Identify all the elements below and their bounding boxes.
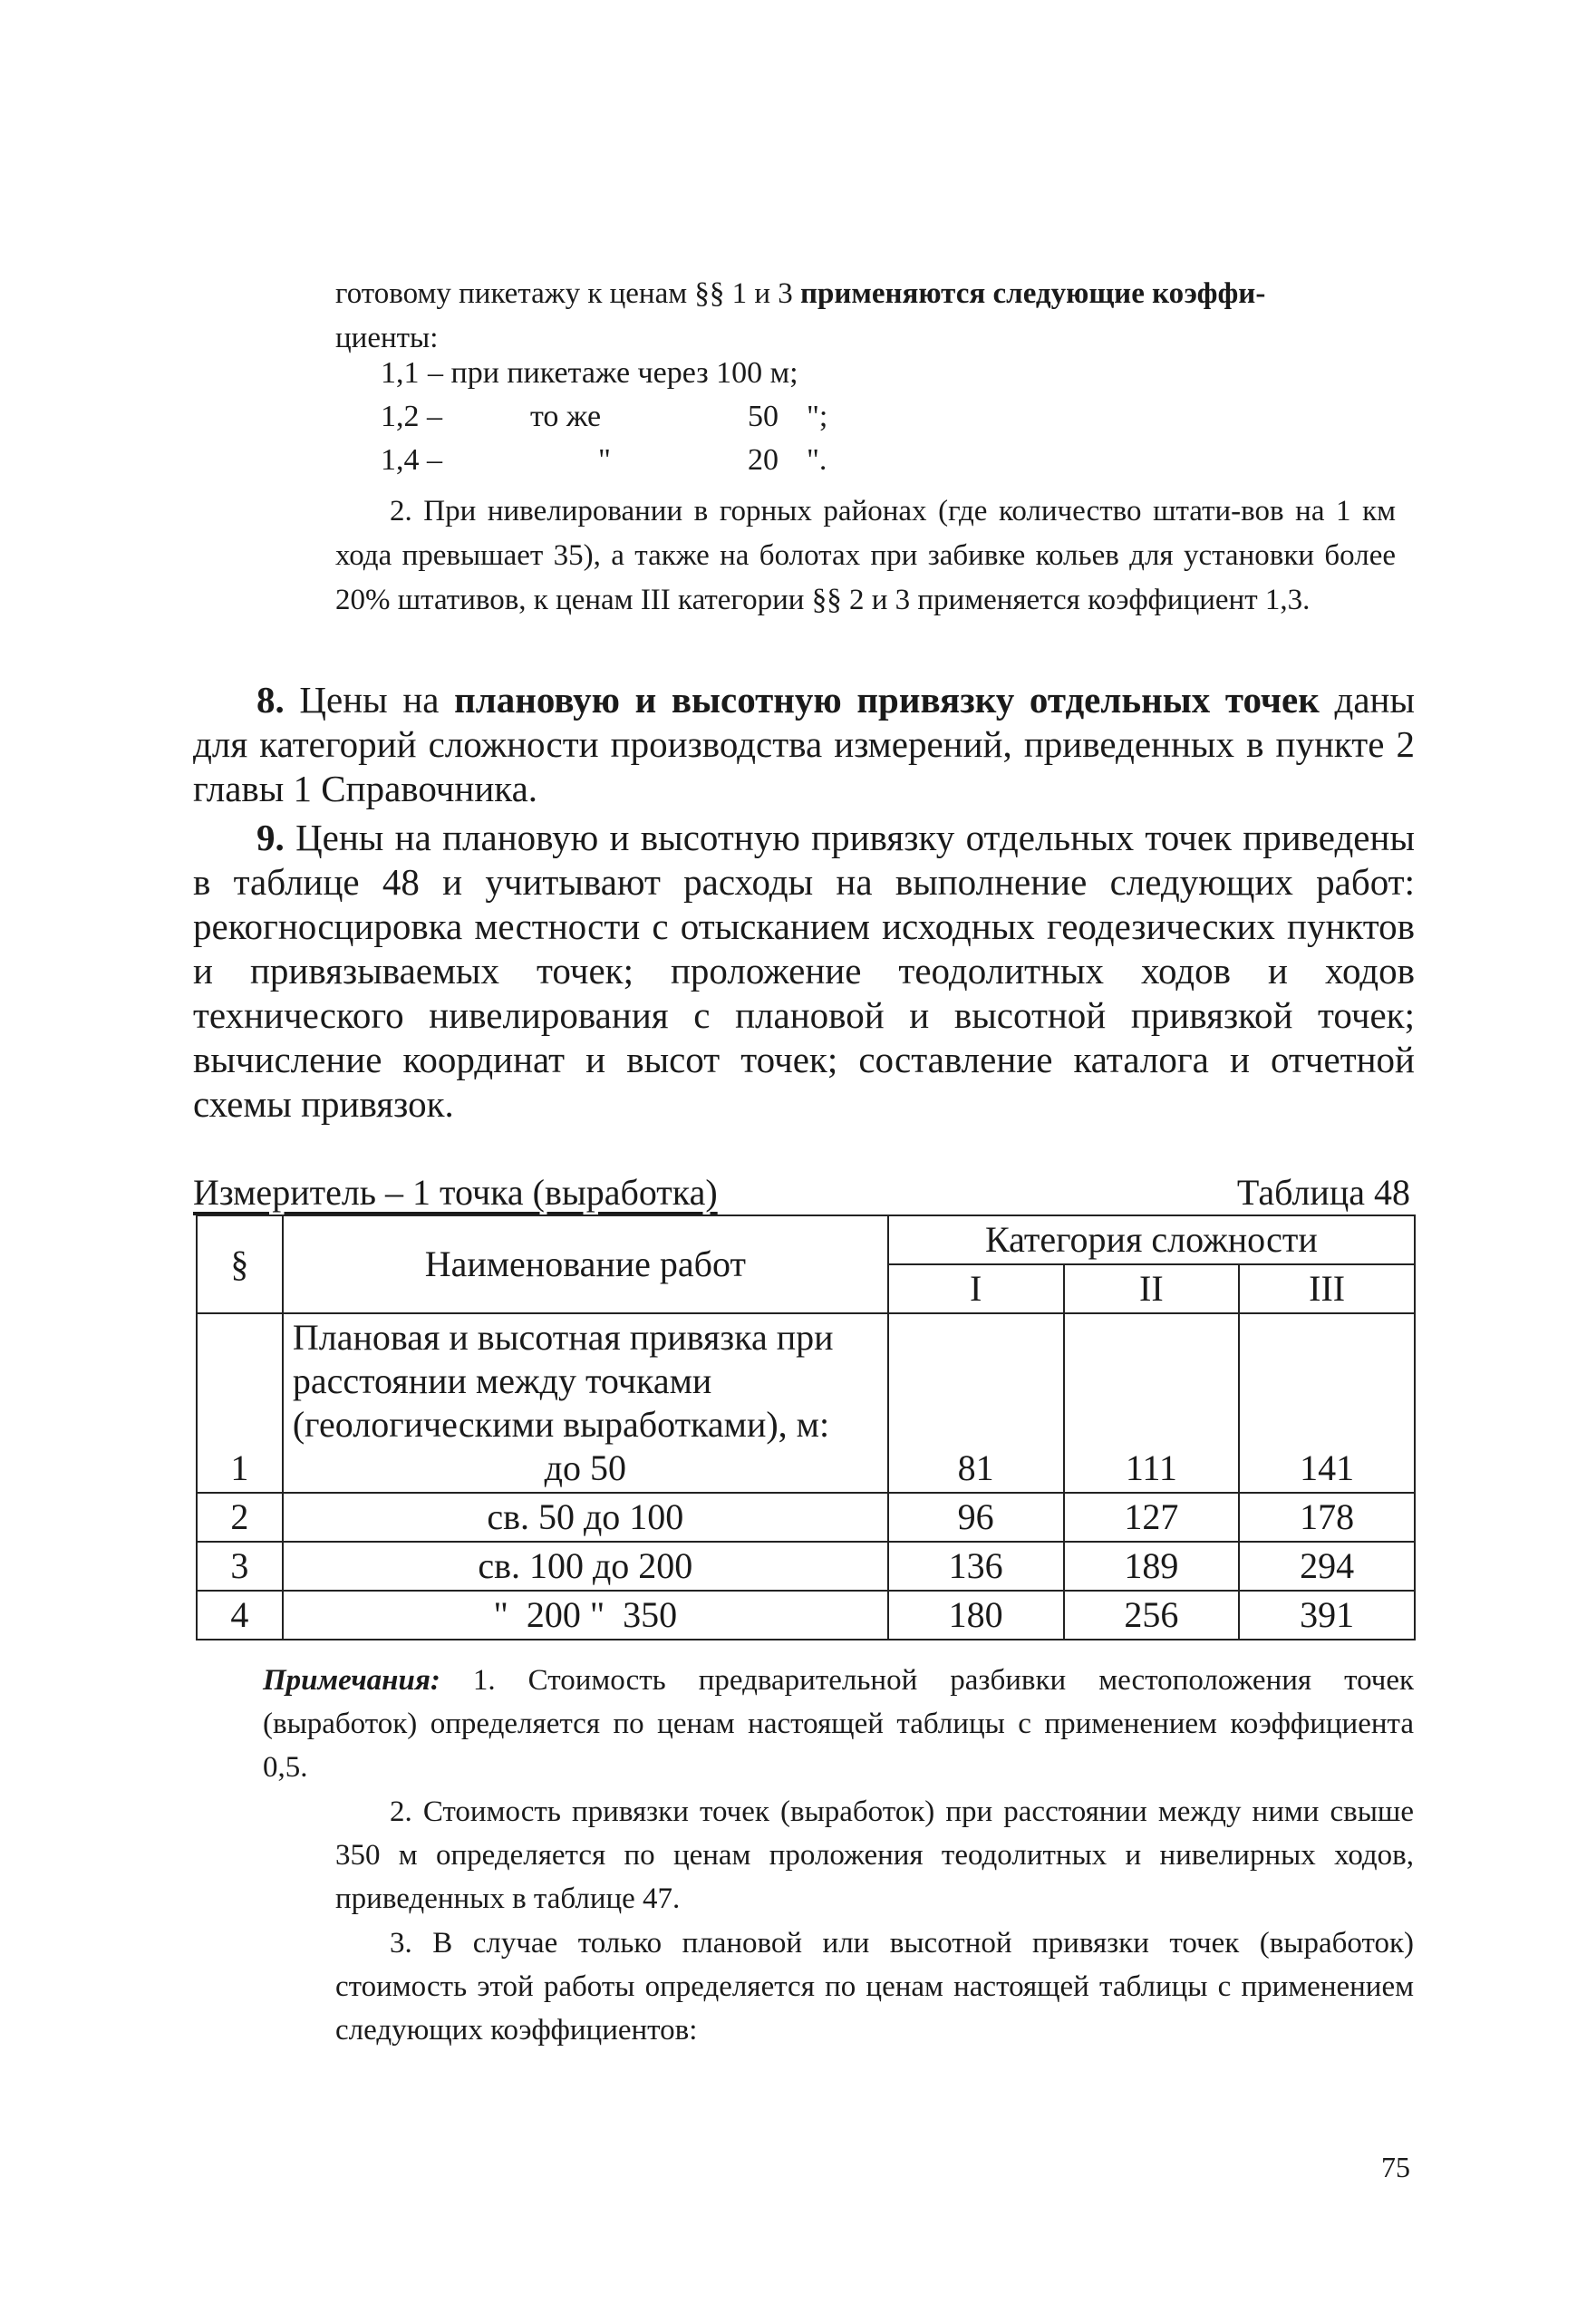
note-3 — [335, 1921, 1414, 2052]
row-name — [283, 1313, 888, 1493]
row-number: 2 — [197, 1493, 283, 1542]
intro-paragraph — [335, 272, 1396, 361]
coefficient-text: – при пикетаже через 100 м; — [428, 356, 798, 390]
coefficient-unit: "; — [807, 400, 828, 433]
note-1 — [263, 1659, 1414, 1789]
note-2-text: 2. Стоимость привязки точек (выработок) при расстоянии между ними свыше 350 м определяется по ценам проложения теодолитных и нивелирных ходов, приведенных в таблице 47. — [335, 1795, 1414, 1915]
row-number: 1 — [197, 1313, 283, 1493]
table-row — [197, 1591, 1415, 1640]
item-8-paragraph — [193, 678, 1415, 811]
cell-cat-3: 391 — [1239, 1591, 1415, 1640]
cell-cat-3: 178 — [1239, 1493, 1415, 1542]
page-number: 75 — [1381, 2151, 1410, 2183]
table-row — [197, 1313, 1415, 1493]
note-3-text: 3. В случае только плановой или высотной привязки точек (выработок) стоимость этой работы определяется по ценам настоящей таблицы с применением следующих коэффициентов: — [335, 1927, 1414, 2047]
cell-cat-1: 180 — [888, 1591, 1064, 1640]
row-name-text: до 50 — [544, 1447, 626, 1488]
table-measure-caption: Измеритель – 1 точка (выработка) — [193, 1172, 718, 1213]
coefficient-value: 1,1 — [381, 356, 420, 390]
table-number-caption: Таблица 48 — [1236, 1172, 1410, 1213]
note-1-text: 1. Стоимость предварительной разбивки местоположения точек (выработок) определяется по ценам настоящей таблицы с применением коэффициента 0,5. — [263, 1664, 1415, 1784]
item-9-text: Цены на плановую и высотную привязку отдельных точек приведены в таблице 48 и учитывают расходы на выполнение следующих работ: рекогносцировка местности с отысканием исходных геодезических пунктов и привязываемых точек; проложение теодолитных ходов и ходов технического нивелирования с плановой и высотной привязкой точек; вычисление координат и высот точек; составление каталога и отчетной схемы привязок. — [193, 817, 1415, 1125]
item-8-text-cont: даны для категорий сложности производства измерений, приведенных в пункте 2 главы 1 Справочника. — [193, 679, 1416, 809]
table-header-row — [197, 1215, 1415, 1264]
cell-cat-3: 294 — [1239, 1542, 1415, 1591]
intro-text: готовому пикетажу к ценам §§ 1 и 3 — [335, 277, 793, 310]
row-name: св. 100 до 200 — [283, 1542, 888, 1591]
row-number: 3 — [197, 1542, 283, 1591]
cell-cat-2: 256 — [1064, 1591, 1240, 1640]
cell-cat-3: 141 — [1239, 1313, 1415, 1493]
note-2 — [335, 1790, 1414, 1921]
header-cat-2: II — [1064, 1264, 1240, 1313]
note-2-paragraph — [335, 489, 1396, 623]
table-row — [197, 1542, 1415, 1591]
item-9-paragraph — [193, 816, 1415, 1127]
cell-cat-2: 189 — [1064, 1542, 1240, 1591]
cell-cat-1: 96 — [888, 1493, 1064, 1542]
row-number: 4 — [197, 1591, 283, 1640]
header-cat-1: I — [888, 1264, 1064, 1313]
item-8-bold-text: плановую и высотную привязку отдельных точек — [454, 679, 1320, 721]
notes-label: Примечания: — [263, 1664, 440, 1697]
cell-cat-1: 136 — [888, 1542, 1064, 1591]
item-8-number: 8. — [256, 679, 285, 721]
intro-bold-text: применяются следующие коэффи- — [800, 277, 1266, 310]
note-2-text: 2. При нивелировании в горных районах (где количество штати-вов на 1 км хода превышает 35), а также на болотах при забивке кольев для установки более 20% штативов, к ценам III категории §§ 2 и 3 применяется коэффициент 1,3. — [335, 495, 1396, 616]
header-paragraph: § — [197, 1215, 283, 1313]
coefficient-distance: 20 — [748, 443, 779, 477]
item-8-text: Цены на — [299, 679, 440, 721]
coefficient-distance: 50 — [748, 400, 779, 433]
row-name: " 200 " 350 — [283, 1591, 888, 1640]
intro-text-cont: циенты: — [335, 322, 439, 354]
price-table — [196, 1215, 1416, 1640]
group-title: Плановая и высотная привязка при расстоянии между точками (геологическими выработками), м: — [292, 1317, 834, 1445]
header-category: Категория сложности — [888, 1215, 1415, 1264]
cell-cat-1: 81 — [888, 1313, 1064, 1493]
row-name: св. 50 до 100 — [283, 1493, 888, 1542]
coefficient-unit: ". — [807, 443, 827, 477]
coefficient-text: то же — [530, 400, 602, 433]
table-row — [197, 1493, 1415, 1542]
coefficient-value: 1,4 – — [381, 443, 442, 477]
coefficient-text: " — [598, 443, 611, 477]
coefficient-value: 1,2 – — [381, 400, 442, 433]
item-9-number: 9. — [256, 817, 285, 858]
header-cat-3: III — [1239, 1264, 1415, 1313]
header-work-name: Наименование работ — [283, 1215, 888, 1313]
cell-cat-2: 111 — [1064, 1313, 1240, 1493]
cell-cat-2: 127 — [1064, 1493, 1240, 1542]
